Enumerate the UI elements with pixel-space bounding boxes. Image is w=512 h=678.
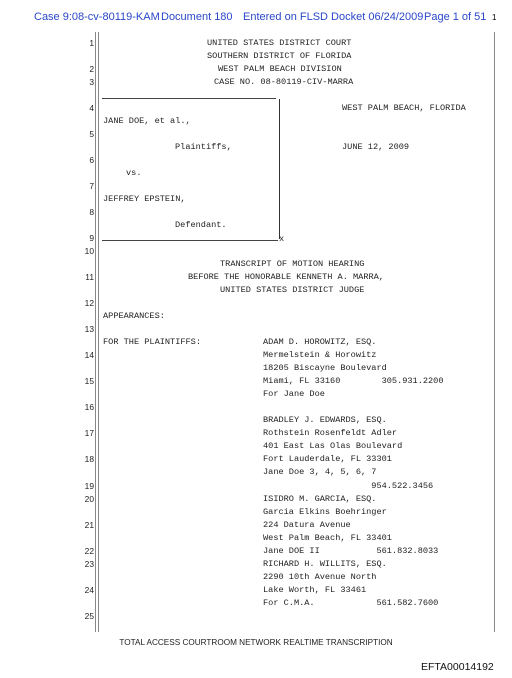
judge-title: UNITED STATES DISTRICT JUDGE <box>220 285 365 295</box>
appearance-line: 2290 10th Avenue North <box>263 572 377 582</box>
appearance-line: 401 East Las Olas Boulevard <box>263 441 403 451</box>
appearance-line: For Jane Doe <box>263 389 325 399</box>
line-number: 20 <box>84 494 94 504</box>
page-count: Page 1 of 51 <box>424 11 487 23</box>
appearance-line: Rothstein Rosenfeldt Adler <box>263 428 398 438</box>
line-number: 11 <box>85 272 94 282</box>
docket-entry: Entered on FLSD Docket 06/24/2009 <box>243 11 424 23</box>
court-district: SOUTHERN DISTRICT OF FLORIDA <box>207 51 352 61</box>
line-number: 13 <box>84 324 94 334</box>
case-number: Case 9:08-cv-80119-KAM <box>34 11 160 23</box>
defendant-label: Defendant. <box>175 220 227 230</box>
appearance-line: Jane Doe 3, 4, 5, 6, 7 <box>263 467 377 477</box>
line-number: 25 <box>84 611 94 621</box>
left-margin-line <box>95 32 96 632</box>
appearance-line: For C.M.A. 561.582.7600 <box>263 598 439 608</box>
line-number: 1 <box>89 38 94 48</box>
right-margin-line <box>494 32 495 632</box>
line-number: 10 <box>84 246 94 256</box>
line-number: 9 <box>89 233 94 243</box>
court-name: UNITED STATES DISTRICT COURT <box>207 38 352 48</box>
line-number: 12 <box>84 298 94 308</box>
appearance-line: Miami, FL 33160 305.931.2200 <box>263 376 444 386</box>
appearance-line: Fort Lauderdale, FL 33301 <box>263 454 392 464</box>
versus: vs. <box>126 168 142 178</box>
line-number: 14 <box>84 350 94 360</box>
line-number: 2 <box>89 64 94 74</box>
judge-line: BEFORE THE HONORABLE KENNETH A. MARRA, <box>188 272 384 282</box>
left-margin-line-inner <box>98 32 99 632</box>
line-number: 19 <box>84 481 94 491</box>
line-number: 6 <box>89 155 94 165</box>
appearance-line: West Palm Beach, FL 33401 <box>263 533 392 543</box>
court-division: WEST PALM BEACH DIVISION <box>218 64 342 74</box>
appearances-heading: APPEARANCES: <box>103 311 165 321</box>
hearing-location: WEST PALM BEACH, FLORIDA <box>342 103 466 113</box>
caption-x-mark: x <box>279 234 285 244</box>
defendant-name: JEFFREY EPSTEIN, <box>103 194 186 204</box>
line-number: 16 <box>84 402 94 412</box>
transcript-title: TRANSCRIPT OF MOTION HEARING <box>220 259 365 269</box>
appearance-line: Lake Worth, FL 33461 <box>263 585 367 595</box>
caption-bottom-rule <box>102 240 278 241</box>
line-number: 17 <box>84 428 94 438</box>
line-number: 5 <box>89 129 94 139</box>
bates-number: EFTA00014192 <box>421 661 494 673</box>
appearance-line: Jane DOE II 561.832.8033 <box>263 546 439 556</box>
caption-top-rule <box>102 98 276 99</box>
appearance-line: 224 Datura Avenue <box>263 520 351 530</box>
transcript-page-number: 1 <box>492 13 497 22</box>
case-no: CASE NO. 08-80119-CIV-MARRA <box>214 77 354 87</box>
line-number: 22 <box>84 546 94 556</box>
caption-divider <box>279 99 280 239</box>
appearance-line: ISIDRO M. GARCIA, ESQ. <box>263 494 377 504</box>
plaintiffs-label: Plaintiffs, <box>175 142 232 152</box>
line-number: 24 <box>84 585 94 595</box>
appearance-line: RICHARD H. WILLITS, ESQ. <box>263 559 387 569</box>
line-number: 23 <box>84 559 94 569</box>
line-number: 18 <box>84 454 94 464</box>
hearing-date: JUNE 12, 2009 <box>342 142 410 152</box>
appearance-line: 18205 Biscayne Boulevard <box>263 363 387 373</box>
transcription-footer: TOTAL ACCESS COURTROOM NETWORK REALTIME TRANSCRIPTION <box>119 638 393 647</box>
line-number: 7 <box>89 181 94 191</box>
line-number: 8 <box>89 207 94 217</box>
for-plaintiffs-label: FOR THE PLAINTIFFS: <box>103 337 201 347</box>
appearance-line: BRADLEY J. EDWARDS, ESQ. <box>263 415 387 425</box>
document-number: Document 180 <box>161 11 233 23</box>
appearance-line: 954.522.3456 <box>263 481 434 491</box>
plaintiff-name: JANE DOE, et al., <box>103 116 191 126</box>
line-number: 15 <box>84 376 94 386</box>
appearance-line: ADAM D. HOROWITZ, ESQ. <box>263 337 377 347</box>
line-number: 3 <box>89 77 94 87</box>
line-number: 4 <box>89 103 94 113</box>
line-number: 21 <box>84 520 94 530</box>
appearance-line: Mermelstein & Horowitz <box>263 350 377 360</box>
appearance-line: Garcia Elkins Boehringer <box>263 507 387 517</box>
